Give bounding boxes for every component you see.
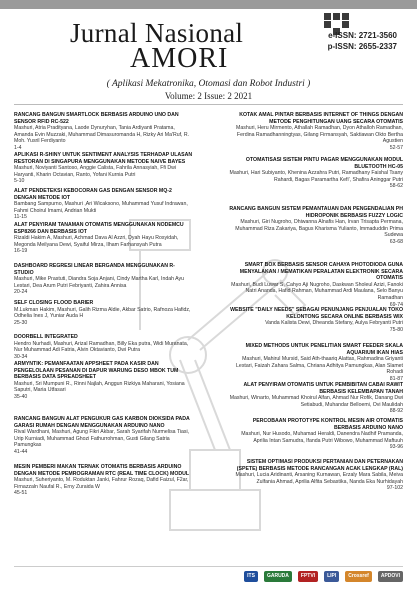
article-pages: 97-102	[386, 485, 403, 492]
top-bar	[0, 0, 417, 9]
article-authors: Bambang Sampurno, Mashuri ,Ari Wicaksono, Muhammad Yusuf Indrawan, Fahmi Choirul Imami, Andrian Mukti	[14, 201, 188, 214]
article-entry[interactable]	[14, 361, 194, 401]
article-title[interactable]: ALAT PENYIRAM OTOMATIS UNTUK PEMBIBITAN CABAI RAWIT BERBASIS KELEMBAPAN TANAH	[243, 382, 403, 395]
article-authors: Mashuri, Giri Nugroho, Dhiwanna Alnafis Han, Irvan Trisapta Permana, Muhammad Riza Zakariya, Bagus Kharisma Yulianto, Immaduddin Prima Sudewa	[235, 219, 403, 239]
article-title[interactable]: SMART BOX BERBASIS SENSOR CAHAYA PHOTODIODA GUNA MENYALAKAN / MEMATIKAN PERALATAN ELEKTRONIK SECARA OTOMATIS	[239, 262, 403, 282]
article-title[interactable]: WEBSITE "DAILY NEEDS" SEBAGAI PENUNJANG PENJUALAN TOKO KELONTONG SECARA ONLINE BERBASIS WIX	[230, 307, 403, 320]
article-title[interactable]: SELF CLOSING FLOOD BARIER	[14, 300, 94, 306]
article-entry[interactable]	[227, 459, 403, 492]
eissn: e-ISSN: 2721-3560	[328, 31, 397, 40]
sponsor-logo: Crossref	[345, 571, 372, 582]
article-authors: Mashuri, Heru Mirmento, Athallah Ramadhan, Dyon Athalloh Ramadhan, Ferdina Ramadhanningtyas, Gilang Firmansyah, Saktiawan Okto Bertha Agustien	[236, 125, 403, 145]
article-title[interactable]: MIXED METHODS UNTUK PENELITIAN SMART FEEDER SKALA AQUARIUM IKAN HIAS	[245, 343, 403, 356]
article-title[interactable]: RANCANG BANGUN SISTEM PEMANTAUAN DAN PENGENDALIAN PH HIDROPONIK BERBASIS FUZZY LOGIC	[229, 206, 403, 219]
article-title[interactable]: OTOMATISASI SISTEM PINTU PAGAR MENGGUNAKAN MODUL BLUETOOTH HC-05	[245, 157, 403, 170]
article-authors: Mashuri, Winarto, Muhammad Khoirul Alfan, Ahmad Nur Rofik, Danang Dwi Setiabudi, Muhandar Belloemi, Ovi Maulidah	[229, 395, 403, 408]
article-pages: 35-40	[14, 393, 28, 400]
article-entry[interactable]	[14, 152, 194, 185]
article-authors: Hendro Nurhadi, Mashuri, Arizal Ramadhan, Billy Eka putra, Widi Muranata, Nur Muhammad Adi Fatria, Alvin Oktavianto, Dwi Putra	[14, 340, 189, 354]
article-title[interactable]: ARMYNTIK: PEMANFAATAN APPSHEET PADA KASIR DAN PENGELOLAAN PESANAN DI DAPUR WARUNG DESO MBOK TUM BERBASIS DATA SPREADSHEET	[14, 361, 179, 381]
article-pages: 88-92	[389, 408, 403, 415]
article-pages: 11-15	[14, 214, 27, 221]
issn-block	[328, 30, 397, 52]
article-authors: Mashuri, Mike Prastuti, Diandra Soja Anjani, Cindy Martha Karl, Indah Ayu Lestari, Dea Arum Putri Febriyanti, Zahira Annisa	[14, 276, 185, 289]
article-entry[interactable]	[14, 300, 194, 326]
article-title[interactable]: ALAT PENDETEKSI KEBOCORAN GAS DENGAN SENSOR MQ-2 DENGAN METODE IOT	[14, 188, 172, 201]
article-pages: 52-57	[389, 144, 403, 151]
pissn: p-ISSN: 2655-2337	[327, 42, 397, 51]
article-pages: 45-51	[14, 490, 28, 497]
footer-divider	[14, 566, 403, 567]
article-authors: Mashuri, Nur Husodo, Muhamad Heraldi, Danendra Nadhif Pramanda, Aprilia Intan Samudra, Ifanda Putri Wibowo, Muhammad Maftuuh	[241, 431, 403, 444]
article-title[interactable]: RANCANG BANGUN ALAT PENGUKUR GAS KARBON DIOKSIDA PADA GARASI RUMAH DENGAN MENGGUNAKAN ARDUINO NANO	[14, 416, 190, 429]
article-entry[interactable]	[14, 416, 194, 456]
article-pages: 16-19	[14, 248, 28, 255]
article-title[interactable]: DOORBELL INTEGRATED	[14, 334, 78, 340]
article-authors: Mashuri, Budi Luwar S, Cahyo Aji Nugroho, Daskwan Sholeul Azizi, Fanoki Natri Ananda, Hafid Rahman, Muhammad Ardi Maulana, Selo Banyu Ramadhan	[231, 281, 403, 301]
sponsor-logo: GARUDA	[264, 571, 292, 582]
article-entry[interactable]	[14, 263, 194, 296]
journal-subtitle: ( Aplikasi Mekatronika, Otomasi dan Robot Industri )	[106, 79, 311, 89]
article-authors: Rizaldi Hakim A, Mashuri, Achmad Dava Al Azzri, Dyah Hayu Rosyidah, Megonda Meilyana Dewi, Syaiful Mirza, Ilham Farhansyah Putra	[14, 235, 179, 248]
article-pages: 20-24	[14, 289, 28, 296]
article-authors: Mashuri, Lucia Aridinanti, Arsaning Kurnawan, Erzaly Mara Sabila, Meiva Zulfania Ahmad, Aprilia Alfita Sebastika, Nanda Eka Nurhidayah	[235, 472, 403, 485]
article-title[interactable]: APLIKASI R-SHINY UNTUK SENTIMENT ANALYSIS TERHADAP ULASAN RESTORAN DI SINGAPURA MENGGUNAKAN METODE NAIVE BAYES	[14, 152, 193, 165]
sponsor-logos	[244, 569, 403, 583]
article-authors: Mashuri, Atria Pradityana, Laode Dynuryhan, Tania Ardiyanti Pratama, Amanda Evin Muzzaki, Muhammad Dimasuromanda H, Rizky Ari Ma'Ruf, R. Moh. Yusril Ferdiyanto	[14, 125, 190, 145]
article-pages: 63-68	[389, 238, 403, 245]
article-title[interactable]: ALAT PENYIRAM TANAMAN OTOMATIS MENGGUNAKAN NODEMCU ESP8266 DAN BERBASIS IOT	[14, 222, 184, 235]
article-title[interactable]: MESIN PEMBERI MAKAN TERNAK OTOMATIS BERBASIS ARDUINO DENGAN METODE PEMROGRAMAN RTC (REAL TIME CLOCK) MODUL	[14, 464, 190, 477]
article-entry[interactable]	[14, 222, 194, 255]
article-pages: 75-80	[389, 326, 403, 333]
article-pages: 81-87	[389, 375, 403, 382]
article-title[interactable]: KOTAK AMAL PINTAR BERBASIS INTERNET OF THINGS DENGAN METODE PENGHITUNGAN UANG SECARA OTOMATIS	[239, 112, 403, 125]
article-title[interactable]: RANCANG BANGUN SMARTLOCK BERBASIS ARDUINO UNO DAN SENSOR RFID RC-522	[14, 112, 179, 125]
volume-issue: Volume: 2 Issue: 2 2021	[164, 91, 253, 101]
article-authors: Mashuri, Noviyanti Santoso, Anggie Calista, Fahrila Annasyiah, Ffi Dwi Haryanti, Kharin Octavian, Ranto, Yofani Kurnia Putri	[14, 165, 177, 178]
article-entry[interactable]	[227, 418, 403, 451]
article-pages: 5-10	[14, 178, 25, 185]
article-pages: 93-96	[389, 444, 403, 451]
article-entry[interactable]	[14, 188, 194, 221]
header-divider	[14, 104, 403, 105]
article-title[interactable]: PERCOBAAN PROTOTYPE KONTROL MESIN AIR OTOMATIS BERBASIS ARDUINO NANO	[252, 418, 403, 431]
article-entry[interactable]	[227, 307, 403, 333]
journal-title-line1: Jurnal Nasional	[70, 18, 244, 48]
article-title[interactable]: SISTEM OPTIMASI PRODUKSI PERTANIAN DAN PETERNAKAN (SPETE) BERBASIS METODE RANCANGAN ACAK LENGKAP (RAL)	[236, 459, 403, 472]
article-entry[interactable]	[14, 334, 194, 360]
article-authors: Rival Wardhani, Mashuri, Agung Fikri Akbar, Sarah Syarifah Nurmelisa Tiasi, Urip Kurniadi, Muhammad Ghozi Fathurrohman, Gusti Gilang Satria Pamungkas	[14, 429, 190, 449]
sponsor-logo: APDOVI	[378, 571, 403, 582]
article-entry[interactable]	[227, 382, 403, 415]
article-pages: 69-74	[389, 301, 403, 308]
article-authors: Mashuri, Mahirul Mursid, Said Ath-thaariq Alattas, Rahmadina Griyanti Lestari, Faizah Zahara Salma, Chriana Adhitya Pamungkas, Alan Slamet Rohadi	[236, 356, 403, 376]
article-pages: 25-30	[14, 319, 28, 326]
article-authors: Mashuri, Hari Subiyanto, Khenina Azzahra Putri, Ramadhany Faishal Tsany Rahardi, Bagas Paramartha Kefi', Shafira Aninggar Putri	[229, 170, 403, 183]
article-authors: Mashuri, Sri Mumpuni R., Rinni Najlah, Anggun Rizkiya Maharani, Yosiana Saputri, Maria Utfasari	[14, 380, 185, 394]
article-entry[interactable]	[227, 262, 403, 308]
journal-title	[70, 20, 330, 73]
sponsor-logo: ITS	[244, 571, 258, 582]
article-entry[interactable]	[14, 112, 194, 152]
article-authors: Mashuri, Suheriyanto, M. Roduktan Janki, Fahrur Rozaq, Dafid Faizul, F2ar, Firnazzaln Naufal R., Erny Zuraida W	[14, 477, 189, 490]
article-pages: 1-4	[14, 144, 22, 151]
sponsor-logo: LIPI	[324, 571, 339, 582]
article-entry[interactable]	[14, 464, 194, 497]
article-authors: M.Lukman Hakim, Mashuri, Galih Rizma Aldie, Akbar Satrio, Rafnoza Hafidz, Odhelia Ines J, Yuniar Auda H	[14, 306, 191, 320]
article-authors: Vanda Kalista Dewi, Dheanda Stefany, Aulya Febryanti Putri	[265, 320, 403, 327]
article-entry[interactable]	[227, 112, 403, 152]
journal-title-line2: AMORI	[130, 43, 229, 74]
article-entry[interactable]	[227, 343, 403, 383]
sponsor-logo: FPTVI	[298, 571, 318, 582]
article-pages: 41-44	[14, 448, 28, 455]
article-pages: 30-34	[14, 353, 28, 360]
article-entry[interactable]	[227, 157, 403, 190]
article-pages: 58-62	[389, 183, 403, 190]
article-entry[interactable]	[227, 206, 403, 246]
article-title[interactable]: DASHBOARD REGRESI LINEAR BERGANDA MENGGUNAKAN R-STUDIO	[14, 263, 175, 276]
